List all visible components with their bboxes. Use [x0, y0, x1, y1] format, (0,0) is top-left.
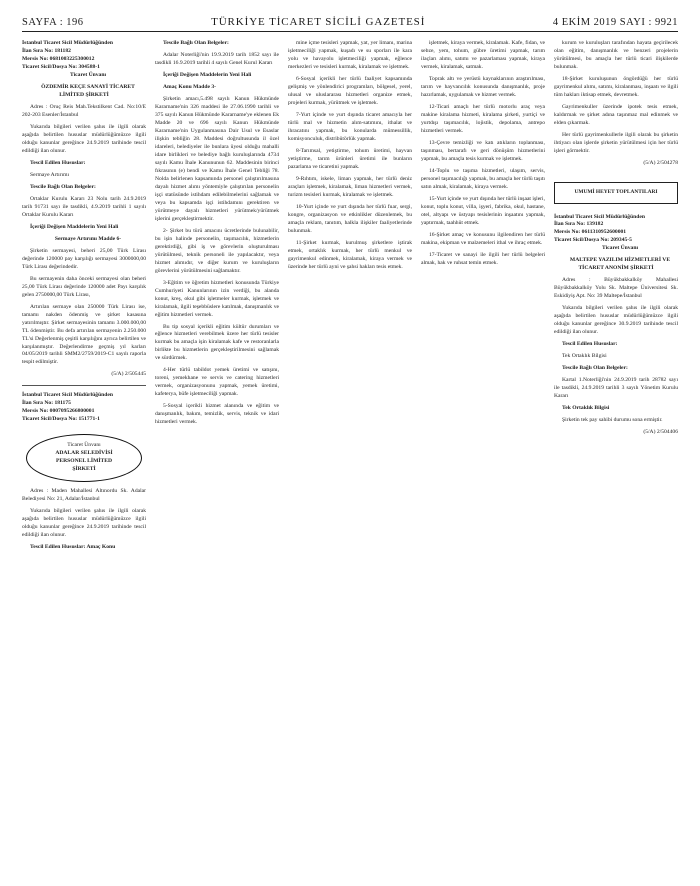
notice-paragraph: 13-Çevre temizliği ve katı atıkların toplanması, taşınması, bertarafı ve geri dönüşüm hizmetlerini yapmak, bu amaçla tesis kurmak ve işletmek.	[421, 139, 545, 162]
notice-number: İlan Sıra No: 181175	[22, 400, 71, 407]
notice-paragraph: Şirketin tek pay sahibi durumu sona ermiştir.	[562, 417, 663, 424]
trade-name-label: Ticaret Ünvanı	[70, 71, 106, 78]
section-heading: İçeriği Değişen Maddelerin Yeni Hali	[163, 71, 252, 78]
column-4	[421, 40, 545, 885]
notice-paragraph: mine içme tesisleri yapmak, yat, yer limanı, marina işletmeciliği yapmak, kuşadı ve su sporları ile kara yolu ve havayolu işletmeciliği yapmak, eğlence merkezleri ve tesisleri kurmak, kiralamak ve işletmek.	[288, 40, 412, 70]
section-heading: Tescil Edilen Hususlar:	[562, 341, 618, 348]
notice-paragraph: Ortaklar Kurulu Kararı 23 Nolu tarih 24.9.2019 tarih 91731 sayı ile tasdikli, 4.9.2019 tarihli 1 sayılı Ortaklar Kurulu Kararı	[22, 195, 146, 218]
notice-reference: (5/A) 2/504278	[643, 159, 678, 166]
section-heading: İçeriği Değişen Maddelerin Yeni Hali	[30, 223, 119, 230]
notice-paragraph: Toprak altı ve yerüstü kaynaklarının araştırılması, tarım ve hayvancılık konusunda danışmanlık, proje hazırlamak, uygulamak ve hizmet vermek.	[421, 75, 545, 98]
notice-paragraph: Artırılan sermaye olan 250000 Türk Lirası ise, tamamı nakden ödenmiş ve şirket kasasına yatırılmıştır. Şirket sermayesinin tamamı 3.000.000,00 TL ödenmiştir. Bu defa artırılan sermayenin 2.250.000 TL'si Değerlenmiş çeşitli karşılığını ayrıca belirtilen ve karşılanmıştır. Değerlendirme geçmiş yıl karları 04/05/2019 tarihli SMM2/2759/2019-C1 sayılı raporla tespit edilmiştir.	[22, 303, 146, 366]
notice-paragraph: 11-Şirket kurmak, kurulmuş şirketlere iştirak etmek, ortaklık kurmak, her türlü menkul ve gayrimenkul edinmek, kiralamak, kiraya vermek ve üzerinde her türlü ayni ve şahsi hakları tesis etmek.	[288, 239, 412, 270]
notice-number: İlan Sıra No: 139182	[554, 221, 604, 228]
notice-paragraph: 15-Yurt içinde ve yurt dışında her türlü inşaat işleri, konut, toplu konut, villa, işyeri, fabrika, okul, hastane, otel, altyapı ve üstyapı tesislerinin inşaatını yapmak, yaptırmak, taahhüt etmek.	[421, 195, 545, 226]
page-header	[22, 14, 678, 32]
notice-paragraph: 16-Şirket amaç ve konusunu ilgilendiren her türlü makina, ekipman ve malzemeleri ithal ve ihraç etmek.	[421, 231, 545, 246]
notice-paragraph: 4-Her türlü tabildot yemek üretimi ve satışını, toreni, yemekhane ve servis ve catering hizmetleri vermek, organizasyonunu yapmak, yemek üretimi, kafeterya, büfe işletmeciliği yapmak.	[155, 367, 279, 398]
notice-paragraph: Bu tip sosyal içerikli eğitim kültür durumları ve eğlence hizmetleri verebilmek üzere her türlü tesisler kurmak bu amaçla işin kiralamak kafe ve restoranlarla birlikte bu hizmetlerin gerçekleştirilmesini sağlamak ve sürdürmek.	[155, 323, 279, 362]
notice-paragraph: Şirketin amacı,5.498 sayılı Kanun Hükmünde Kararname'nin 326 maddesi ile 27.06.1990 tarihli ve 375 sayılı Kanun Hükmünde Kararname'ye eklenen Ek Madde 20 ve 696 sayılı Kanun Hükmünde Kararname'nin Uygulanmasına Dair Usul ve Esaslar ilişkin tebliğin 28. Maddesi doğrultusunda il özel idareleri, belediyeler ile bunlara üyesi olduğu mahalli idare birlikleri ve belediye bağlı kuruluşlarında 4734 sayılı Kamu İhale Kanununun 62. Maddesinin birinci fıkrasının (e) bendi ve Kamu İhale Genel Tebliği 78. Nolda belirlenen kapsamında personel çalıştırılmasına dayalı hizmet alımı yöntemiyle çalıştırılan personelin işçi statüsünde istihdam edilebilmelerini sağlamak ve veya bu kapsamda işçi istihdamını gerektiren ve yürütmeye dayalı hizmetleri yürütmek/yürütmek işlerini gerçekleştirmektir.	[155, 95, 279, 222]
section-heading: Tescile Bağlı Olan Belgeler:	[30, 183, 96, 190]
mersis-number: Mersis No: 0681003225300012	[22, 55, 95, 62]
page-number: SAYFA : 196	[22, 17, 84, 28]
notice-paragraph: Yukarıda bilgileri verilen şahıs ile ilgili olarak aşağıda belirtilen hususlar müdürlüğümüzce ilgili olduğu kanunlar gereğince 24.9.2019 tarihinde tescil edildiği ilan olunur.	[22, 123, 146, 154]
mersis-number: Mersis No: 0611310952600001	[554, 229, 627, 236]
notice-paragraph: Adalar Noterliği'nin 19.9.2019 tarih 1852 sayı ile tasdikli 16.9.2019 tarihli 4 sayılı Genel Kurul Kararı	[155, 51, 279, 66]
notice-paragraph: 7-Yurt içinde ve yurt dışında ticaret amacıyla her türlü mal ve hizmetin alım-satımını, ithalat ve ihracatını yapmak, bu konularda mümessillik, komisyonculuk, distribütörlük yapmak.	[288, 111, 412, 142]
company-address: Adres : Büyükbakkalköy Mahallesi Büyükbakkalköy Yolu Sk. Maltepe Üniversitesi Sk. Eskidiyiş Apt. No: 39 Maltepe/İstanbul	[554, 277, 678, 300]
registry-office: İstanbul Ticaret Sicil Müdürlüğünden	[22, 392, 113, 399]
company-name: MALTEPE YAZILIM HİZMETLERİ VE TİCARET ANONİM ŞİRKETİ	[569, 257, 671, 272]
notice-paragraph: 9-Rıhtım, iskele, liman yapmak, her türlü deniz araçları işletmek, kiralamak, liman hizmetleri vermek, turizm tesisleri kurmak, kiralamak ve işletmek.	[288, 175, 412, 198]
notice-paragraph: Yukarıda bilgileri verilen şahıs ile ilgili olarak aşağıda belirtilen hususlar müdürlüğümüzce ilgili olduğu kanunlar gereğince 24.9.2019 tarihinde tescil edildiği ilan olunur.	[22, 508, 146, 539]
notice-paragraph: 5-Sosyal içerikli hizmet alanında ve eğitim ve danışmanlık, bakım, temizlik, servis, teknik ve idari hizmetleri vermek.	[155, 403, 279, 426]
notice-paragraph: 6-Sosyal içerikli her türlü faaliyet kapsamında gelişmiş ve yönlendirici programları, bölgesel, yerel, ulusal ve uluslararası hizmetleri organize etmek, projeleri kurmak, yürütmek ve işletmek.	[288, 75, 412, 106]
notice-paragraph: 2- Şirket bu türü amacını ücretlerinde bulunabilir, bu işin halinde personelin, taşımacılık, hizmetlerin gerektirdiği, gibi iş ve görevlerin oluşturulması yürütülmesi, teknik personeli ile yapılacaktır, veya hizmet alımıdır, ve diğer kurum ve kuruluşların görevlerini yürütülmesini sağlamaktır.	[155, 227, 279, 274]
registry-office: İstanbul Ticaret Sicil Müdürlüğünden	[554, 213, 645, 220]
divider	[22, 385, 146, 386]
trade-name-label: Ticaret Ünvanı	[602, 245, 638, 252]
registered-item: Tek Ortaklık Bilgisi	[562, 353, 607, 360]
gazette-title: TÜRKİYE TİCARET SİCİLİ GAZETESİ	[211, 16, 426, 28]
notice-paragraph: 10-Yurt içinde ve yurt dışında her türlü fuar, sergi, kongre, organizasyon ve etkinlikler düzenlemek, bu amaçla reklam, tanıtım, halkla ilişkiler faaliyetlerinde bulunmak.	[288, 203, 412, 234]
company-name: ÖZDEMİR KEÇE SANAYİ TİCARET LİMİTED ŞİRKETİ	[41, 83, 135, 98]
section-heading: Tescile Bağlı Olan Belgeler:	[163, 40, 229, 46]
section-heading: Tek Ortaklık Bilgisi	[562, 405, 610, 412]
notice-number: İlan Sıra No: 181182	[22, 47, 71, 54]
circled-company-title	[26, 434, 142, 482]
notice-reference: (5/A) 2/505445	[111, 371, 146, 378]
notice-paragraph: Şirketin sermayesi, beheri 25,00 Türk Lirası değerinde 120000 pay karşılığı sermayesi 3000000,00 Türk Lirası değerindedir.	[22, 247, 146, 270]
notice-paragraph: Gayrimenkuller üzerinde ipotek tesis etmek, kaldırmak ve şirket adına taşınmaz mal edinmek ve elden çıkarmak.	[554, 103, 678, 126]
registry-info-1	[22, 40, 146, 72]
notice-paragraph: işletmek, kiraya vermek, kiralamak. Kafe, fidan, ve sebze, yem, tohum, gübre üretimi yapmak, tarım ilaçları alımı, satımı ve pazarlaması yapmak, kiraya vermek, kiralamak, satmak.	[421, 40, 545, 70]
registry-info-2	[22, 392, 146, 424]
notice-paragraph: Her türlü gayrimenkullerle ilgili olarak bu şirketin ihtiyacı olan işlerde şirketin yürütülmesi için her türlü işleri görmektir.	[554, 131, 678, 154]
section-box-title: UMUMİ HEYET TOPLANTILARI	[554, 182, 678, 204]
article-columns	[22, 40, 678, 885]
notice-paragraph: kurum ve kuruluşları tarafından hayata geçirilecek olan eğitim, danışmanlık ve benzeri projelerin yürütülmesi, bu amaçla her türlü ticari ilişkilerde bulunmak.	[554, 40, 678, 70]
notice-paragraph: 12-Ticari amaçlı her türlü motorlu araç veya makine kiralama hizmeti, kiralama şirketi, yurtiçi ve yurtdışı taşımacılık, lojistik, depolama, antrepo hizmetleri vermek.	[421, 103, 545, 134]
file-number: Ticaret Sicil/Dosya No: 209345-5	[554, 237, 632, 244]
column-3	[288, 40, 412, 885]
company-address: Adres : Maden Mahallesi Altınordu Sk. Adalar Belediyesi No: 21, Adalar/İstanbul	[22, 488, 146, 503]
column-1	[22, 40, 146, 885]
notice-paragraph: Bu sermayenin daha önceki sermayesi olan beheri 25,00 Türk Lirası değerinde 120000 adet Payı karşılık gelen 2750000,00 Türk Lirası,	[22, 275, 146, 298]
column-2	[155, 40, 279, 885]
company-name-line: ŞİRKETİ	[72, 466, 96, 473]
company-name-line: ADALAR SELEDİVİSİ	[55, 450, 113, 457]
company-address: Adres : Oruç Reis Mah.Tekstilkent Cad. No:10/E 202-203 Esenler/İstanbul	[22, 103, 146, 118]
file-number: Ticaret Sicil/Dosya No: 304588-1	[22, 63, 100, 70]
company-name-line: PERSONEL LİMİTED	[55, 458, 113, 465]
mersis-number: Mersis No: 0007095266800001	[22, 408, 95, 415]
notice-paragraph: 3-Eğitim ve öğretim hizmetleri konusunda Türkiye Cumhuriyeti Kanunlarının izin verdiği, bu alanda konut, kreş, okul gibi işletmeler kurmak, işletmek ve kiralamak, ilgili teşebbüslere katılmak, danışmanlık ve eğitim hizmetleri vermek.	[155, 279, 279, 318]
article-heading: Sermaye Artırımı Madde 6-	[54, 235, 122, 242]
notice-paragraph: 8-Tarımsal, yetiştirme, tohum üretimi, hayvan yetiştirme, tarım ürünleri üretimi ile bunların pazarlama ve ticaretini yapmak.	[288, 147, 412, 170]
registry-info-3	[554, 214, 678, 246]
notice-paragraph: 14-Toplu ve taşıma hizmetleri, ulaşım, servis, personel taşımacılığı yapmak, bu amaçla her türlü taşıtı satın almak, kiralamak, kiraya vermek.	[421, 167, 545, 190]
article-heading: Amaç Konu Madde 3-	[163, 83, 216, 90]
column-5	[554, 40, 678, 885]
issue-date: 4 EKİM 2019 SAYI : 9921	[552, 17, 678, 28]
notice-paragraph: 18-Şirket kuruluşunun öngördüğü her türlü gayrimenkul alımı, satımı, kiralanması, inşaatı ve ilgili tüm hakları iktisap etmek, devretmek.	[554, 75, 678, 98]
notice-reference: (5/A) 2/504406	[643, 429, 678, 436]
file-number: Ticaret Sicil/Dosya No: 151771-1	[22, 416, 100, 423]
section-heading: Tescil Edilen Hususlar:	[30, 159, 86, 166]
notice-paragraph: Yukarıda bilgileri verilen şahıs ile ilgili olarak aşağıda belirtilen hususlar müdürlüğümüzce ilgili olduğu kanunlar gereğince 30.9.2019 tarihinde tescil edildiği ilan olunur.	[554, 305, 678, 336]
section-heading: Tescile Bağlı Olan Belgeler:	[562, 365, 628, 372]
registry-office: İstanbul Ticaret Sicil Müdürlüğünden	[22, 40, 113, 46]
notice-paragraph: 17-Ticaret ve sanayi ile ilgili her türlü belgeleri almak, hak ve ruhsat temin etmek.	[421, 251, 545, 266]
notice-paragraph: Kartal 1.Noterliği'nin 24.9.2019 tarih 28782 sayı ile tasdikli, 24.9.2019 tarihli 3 sayılı Yönetim Kurulu Kararı	[554, 377, 678, 400]
trade-name-label: Ticaret Ünvanı	[67, 442, 101, 449]
section-heading: Tescil Edilen Hususlar: Amaç Konu	[30, 544, 116, 551]
registered-item: Sermaye Artırımı	[30, 171, 69, 178]
